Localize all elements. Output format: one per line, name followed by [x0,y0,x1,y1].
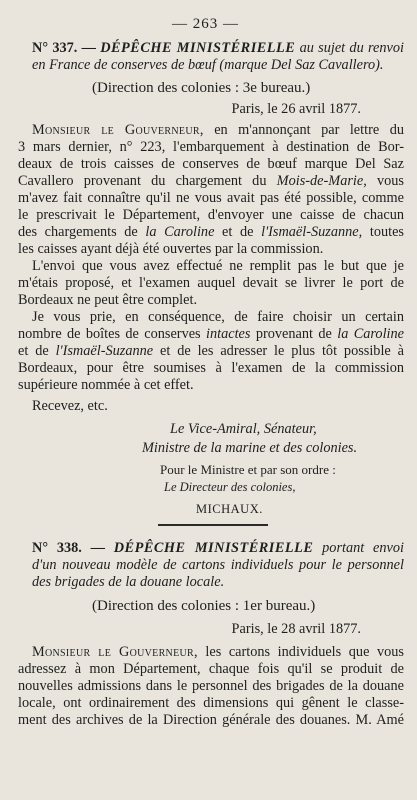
doc338-salutation: Monsieur le Gouverneur, [32,644,198,660]
doc337-p3-line4: Bordeaux, pour être soumises à l'examen de la commission [18,360,404,376]
doc337-salutation: Monsieur le Gouverneur, [32,122,204,138]
page-number: — 263 — [172,16,239,32]
doc337-p1-line1: Monsieur le Gouverneur, en m'annonçant par lettre du [32,122,404,138]
doc337-direction: (Direction des colonies : 3e bureau.) [92,80,311,96]
doc338-p1-line5: ment des archives de la Direction générale des douanes. M. Amé [18,712,404,728]
doc338-title-line2: d'un nouveau modèle de cartons individuels pour le personnel [32,557,404,573]
doc338-p1-line2: adressez à mon Département, chaque fois qu'il se produit de [18,661,404,677]
doc337-p3-line3: et de l'Ismaël-Suzanne et de les adresser le plus tôt possible à [18,343,404,359]
doc337-title-line1: N° 337. — DÉPÊCHE MINISTÉRIELLE au sujet du renvoi [32,40,404,56]
doc337-p1-line5: m'avez fait connaître qu'il ne vous avait pas été possible, comme [18,190,404,206]
doc337-title-line2: en France de conserves de bœuf (marque Del Saz Cavallero). [32,57,384,73]
doc337-closing: Recevez, etc. [32,398,108,414]
doc337-heading: DÉPÊCHE MINISTÉRIELLE [100,40,296,56]
doc338-number: N° 338. [32,540,82,556]
doc337-p1-line6: le prescrivait le Département, d'envoyer une caisse de chacun [18,207,404,223]
doc337-p2-line1: L'envoi que vous avez effectué ne remplit pas le but que je [32,258,404,274]
doc337-p1-line3: deaux de trois caisses de conserves de bœuf marque Del Saz [18,156,404,172]
doc337-signature-name: MICHAUX. [196,502,263,516]
doc337-p3-line5: supérieure nommée à cet effet. [18,377,194,393]
doc337-signature-title: Le Vice-Amiral, Sénateur, [170,421,317,437]
doc337-p2-line2: m'étais proposé, et l'examen auquel devait se livrer le port de [18,275,404,291]
doc337-p1-line2: 3 mars dernier, n° 223, l'embarquement à destination de Bor- [18,139,404,155]
doc338-p1-line4: locale, ont ordinairement des dimensions qui gênent le classe- [18,695,404,711]
doc337-p2-line3: Bordeaux ne peut être complet. [18,292,198,308]
doc338-p1-line1: Monsieur le Gouverneur, les cartons individuels que vous [32,644,404,660]
doc338-title-line1: N° 338. — DÉPÊCHE MINISTÉRIELLE portant envoi [32,540,405,556]
doc337-p1-line8: les caisses ayant déjà été ouvertes par la commission. [18,241,324,257]
doc338-heading: DÉPÊCHE MINISTÉRIELLE [113,540,314,556]
doc337-number: N° 337. [32,40,78,56]
doc337-p1-line7: des chargements de la Caroline et de l'Ismaël-Suzanne, toutes [18,224,404,240]
doc338-date: Paris, le 28 avril 1877. [231,621,361,637]
doc337-signature-delegation: Pour le Ministre et par son ordre : [160,462,336,477]
doc337-p3-line1: Je vous prie, en conséquence, de faire choisir un certain [32,309,404,325]
doc338-direction: (Direction des colonies : 1er bureau.) [92,598,316,614]
doc337-p3-line2: nombre de boîtes de conserves intactes provenant de la Caroline [18,326,405,342]
doc337-date: Paris, le 26 avril 1877. [231,101,361,117]
doc338-p1-line3: nouvelles admissions dans le personnel des brigades de la douane [18,678,404,694]
doc338-title-line3: des brigades de la douane locale. [32,574,225,590]
section-divider [158,524,268,526]
doc337-p1-line4: Cavallero provenant du chargement du Mois-de-Marie, vous [18,173,404,189]
doc337-signature-director: Le Directeur des colonies, [164,480,296,494]
doc337-signature-office: Ministre de la marine et des colonies. [142,440,358,456]
